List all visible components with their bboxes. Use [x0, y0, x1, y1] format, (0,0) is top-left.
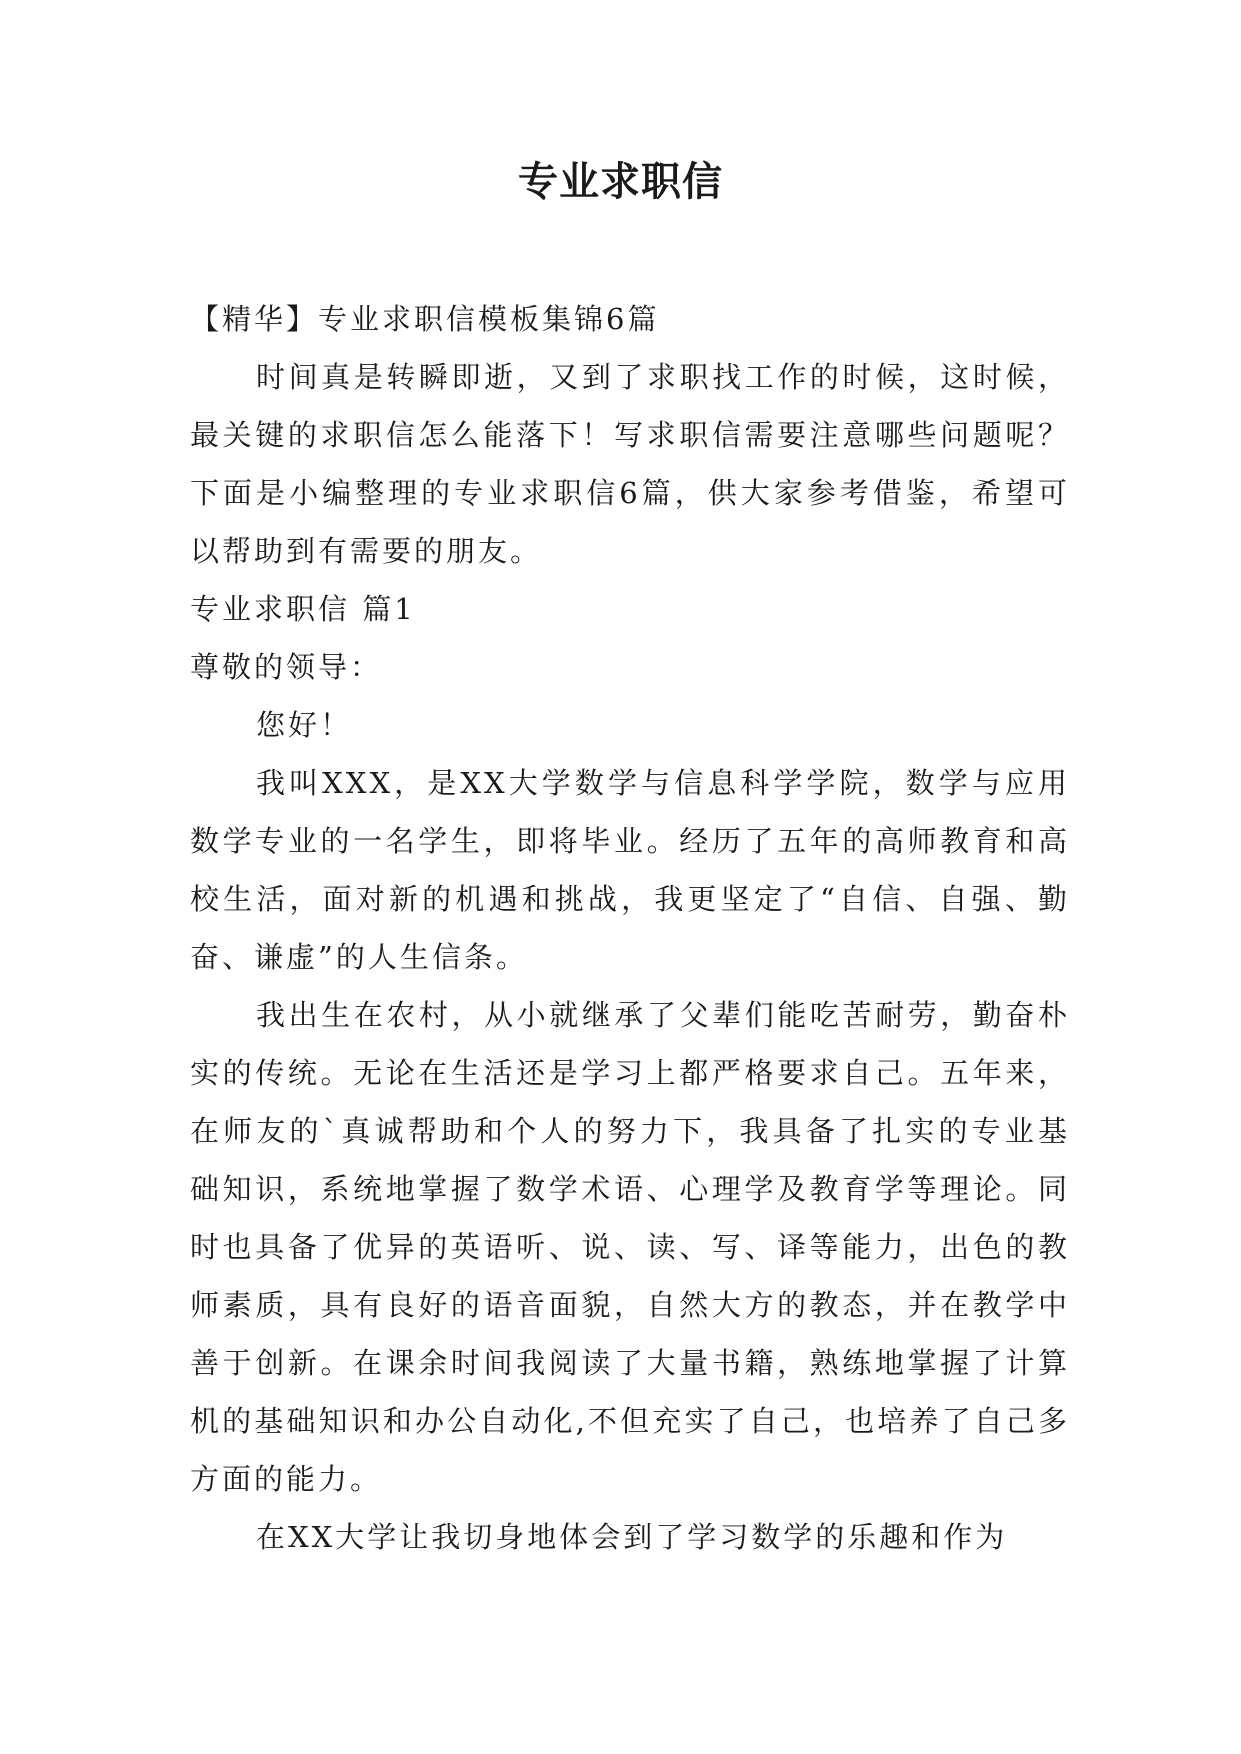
document-body — [190, 290, 1070, 1566]
salutation: 尊敬的领导： — [190, 650, 383, 684]
document-title: 专业求职信 — [518, 159, 723, 205]
section-heading: 专业求职信 篇1 — [190, 592, 416, 626]
body-paragraph: 我出生在农村，从小就继承了父辈们能吃苦耐劳，勤奋朴实的传统。无论在生活还是学习上都严格要求自己。五年来，在师友的`真诚帮助和个人的努力下，我具备了扎实的专业基础知识，系统地掌握了数学术语、心理学及教育学等理论。同时也具备了优异的英语听、说、读、写、译等能力，出色的教师素质，具有良好的语音面貌，自然大方的教态，并在教学中善于创新。在课余时间我阅读了大量书籍，熟练地掌握了计算机的基础知识和办公自动化,不但充实了自己，也培养了自己多方面的能力。 — [190, 998, 1070, 1496]
body-paragraph: 我叫XXX，是XX大学数学与信息科学学院，数学与应用数学专业的一名学生，即将毕业。经历了五年的高师教育和高校生活，面对新的机遇和挑战，我更坚定了“自信、自强、勤奋、谦虚”的人生信条。 — [190, 766, 1070, 974]
intro-paragraph: 时间真是转瞬即逝，又到了求职找工作的时候，这时候，最关键的求职信怎么能落下！写求职信需要注意哪些问题呢？下面是小编整理的专业求职信6篇，供大家参考借鉴，希望可以帮助到有需要的朋友。 — [190, 360, 1070, 568]
greeting: 您好！ — [256, 708, 353, 742]
document-subtitle: 【精华】专业求职信模板集锦6篇 — [190, 302, 660, 336]
body-paragraph: 在XX大学让我切身地体会到了学习数学的乐趣和作为 — [256, 1520, 1008, 1554]
